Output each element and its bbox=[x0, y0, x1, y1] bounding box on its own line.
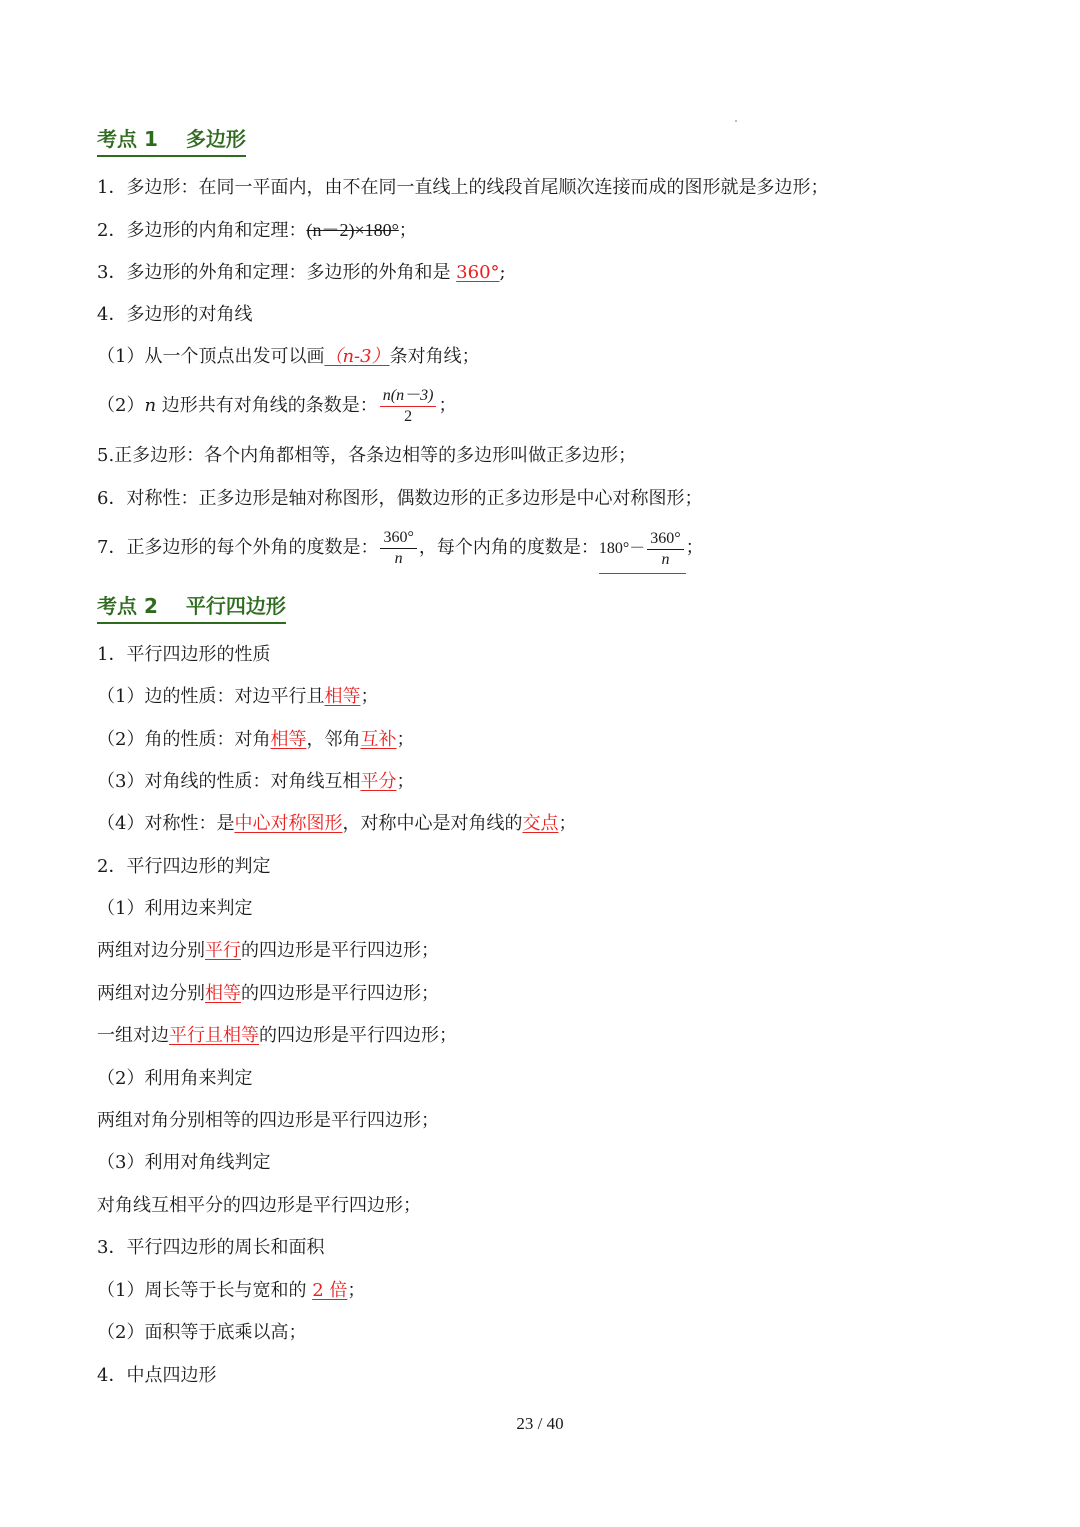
item-4-1 bbox=[97, 345, 480, 369]
para-1-1-answer: 相等 bbox=[324, 686, 361, 707]
para-2: 2．平行四边形的判定 bbox=[97, 856, 271, 877]
item-2-formula: (n－2)×180° bbox=[306, 220, 399, 240]
fraction-denominator: 2 bbox=[404, 407, 413, 425]
para-2-3: （3）利用对角线判定 bbox=[97, 1152, 271, 1173]
fraction-numerator: 360° bbox=[383, 528, 414, 546]
para-2-1-c-suffix: 的四边形是平行四边形； bbox=[259, 1025, 457, 1046]
para-2-1-b-text: 两组对边分别 bbox=[97, 983, 205, 1004]
item-7-text: 7．正多边形的每个外角的度数是： bbox=[97, 537, 379, 558]
para-2-1-b bbox=[97, 982, 439, 1006]
answer-prefix: 180°－ bbox=[598, 540, 646, 557]
para-2-2: （2）利用角来判定 bbox=[97, 1068, 253, 1089]
para-1-3-text: （3）对角线的性质：对角线互相 bbox=[97, 771, 361, 792]
item-4-1-suffix: 条对角线； bbox=[389, 346, 480, 367]
para-1-4-answer-1: 中心对称图形 bbox=[234, 813, 343, 834]
fraction-numerator: 360° bbox=[650, 529, 681, 547]
heading-underline bbox=[97, 622, 286, 624]
item-4-2-suffix: ； bbox=[438, 395, 457, 416]
item-1: 1．多边形：在同一平面内，由不在同一直线上的线段首尾顺次连接而成的图形就是多边形； bbox=[97, 177, 829, 198]
page-number: 23 / 40 bbox=[516, 1414, 564, 1433]
item-2-text: 2．多边形的内角和定理： bbox=[97, 220, 307, 241]
section2-heading-number: 考点 2 bbox=[97, 594, 158, 618]
para-2-1-b-suffix: 的四边形是平行四边形； bbox=[241, 983, 439, 1004]
heading-underline bbox=[97, 155, 246, 157]
para-2-1-b-answer: 相等 bbox=[205, 983, 241, 1004]
para-1-4-answer-2: 交点 bbox=[522, 813, 559, 834]
stray-dot bbox=[735, 120, 737, 122]
item-7 bbox=[97, 525, 704, 574]
section1-heading-title: 多边形 bbox=[185, 127, 246, 151]
para-3-1 bbox=[97, 1279, 365, 1303]
para-1-3-suffix: ； bbox=[396, 771, 415, 792]
item-3-suffix: ; bbox=[499, 262, 506, 283]
para-2-1-c-text: 一组对边 bbox=[97, 1025, 169, 1046]
para-1: 1．平行四边形的性质 bbox=[97, 644, 271, 665]
para-1-3-answer: 平分 bbox=[360, 771, 397, 792]
item-4-2-n: n bbox=[144, 395, 157, 416]
item-2 bbox=[97, 218, 417, 243]
para-1-4-text: （4）对称性：是 bbox=[97, 813, 235, 834]
item-2-suffix: ； bbox=[398, 220, 417, 241]
item-4: 4．多边形的对角线 bbox=[97, 304, 253, 325]
para-2-1-c bbox=[97, 1024, 457, 1048]
para-2-1-a bbox=[97, 939, 439, 963]
para-1-2-answer-1: 相等 bbox=[270, 729, 307, 750]
section2-heading-title: 平行四边形 bbox=[185, 594, 286, 618]
exterior-angle-fraction bbox=[380, 528, 416, 569]
item-4-1-text: （1）从一个顶点出发可以画 bbox=[97, 346, 325, 367]
item-6: 6．对称性：正多边形是轴对称图形，偶数边形的正多边形是中心对称图形； bbox=[97, 488, 703, 509]
para-1-2 bbox=[97, 728, 414, 752]
item-4-1-answer: （n-3） bbox=[324, 346, 390, 367]
fraction-numerator: n(n－3) bbox=[382, 386, 434, 404]
para-2-1-a-text: 两组对边分别 bbox=[97, 940, 205, 961]
para-3-1-text: （1）周长等于长与宽和的 bbox=[97, 1280, 313, 1301]
section1-heading-number: 考点 1 bbox=[97, 127, 158, 151]
item-3-text: 3．多边形的外角和定理：多边形的外角和是 bbox=[97, 262, 457, 283]
para-1-4-suffix: ； bbox=[558, 813, 577, 834]
para-1-2-mid: ，邻角 bbox=[306, 729, 361, 750]
para-2-1-c-answer: 平行且相等 bbox=[169, 1025, 259, 1046]
item-7-mid: ，每个内角的度数是： bbox=[418, 537, 599, 558]
para-2-2-a: 两组对角分别相等的四边形是平行四边形； bbox=[97, 1110, 439, 1131]
para-4: 4．中点四边形 bbox=[97, 1365, 217, 1386]
item-5: 5.正多边形：各个内角都相等，各条边相等的多边形叫做正多边形； bbox=[97, 445, 637, 466]
section1-heading bbox=[97, 126, 246, 152]
para-1-4 bbox=[97, 812, 576, 836]
para-1-2-suffix: ； bbox=[396, 729, 415, 750]
section2-heading bbox=[97, 593, 286, 619]
item-7-suffix: ； bbox=[685, 537, 704, 558]
fraction-denominator: n bbox=[394, 549, 403, 567]
para-1-1-text: （1）边的性质：对边平行且 bbox=[97, 686, 325, 707]
item-4-2-text: 边形共有对角线的条数是： bbox=[156, 395, 378, 416]
para-3-1-suffix: ； bbox=[347, 1280, 366, 1301]
item-4-2 bbox=[97, 383, 456, 429]
para-2-3-a: 对角线互相平分的四边形是平行四边形； bbox=[97, 1195, 421, 1216]
para-2-1-a-answer: 平行 bbox=[205, 940, 241, 961]
para-1-2-text: （2）角的性质：对角 bbox=[97, 729, 271, 750]
diagonal-count-fraction bbox=[380, 386, 437, 427]
interior-angle-answer bbox=[599, 526, 686, 574]
item-3 bbox=[97, 261, 506, 285]
para-1-1 bbox=[97, 685, 378, 709]
fraction-denominator: n bbox=[661, 550, 670, 568]
para-2-1-a-suffix: 的四边形是平行四边形； bbox=[241, 940, 439, 961]
para-3-2: （2）面积等于底乘以高； bbox=[97, 1322, 307, 1343]
item-3-answer: 360° bbox=[456, 262, 500, 283]
para-1-2-answer-2: 互补 bbox=[360, 729, 397, 750]
interior-angle-fraction bbox=[647, 529, 683, 570]
item-4-2-label: （2） bbox=[97, 395, 145, 416]
para-1-4-mid: ，对称中心是对角线的 bbox=[342, 813, 523, 834]
para-3: 3．平行四边形的周长和面积 bbox=[97, 1237, 325, 1258]
para-3-1-answer: 2 倍 bbox=[312, 1280, 348, 1301]
para-1-3 bbox=[97, 770, 414, 794]
para-2-1: （1）利用边来判定 bbox=[97, 898, 253, 919]
para-1-1-suffix: ； bbox=[360, 686, 379, 707]
